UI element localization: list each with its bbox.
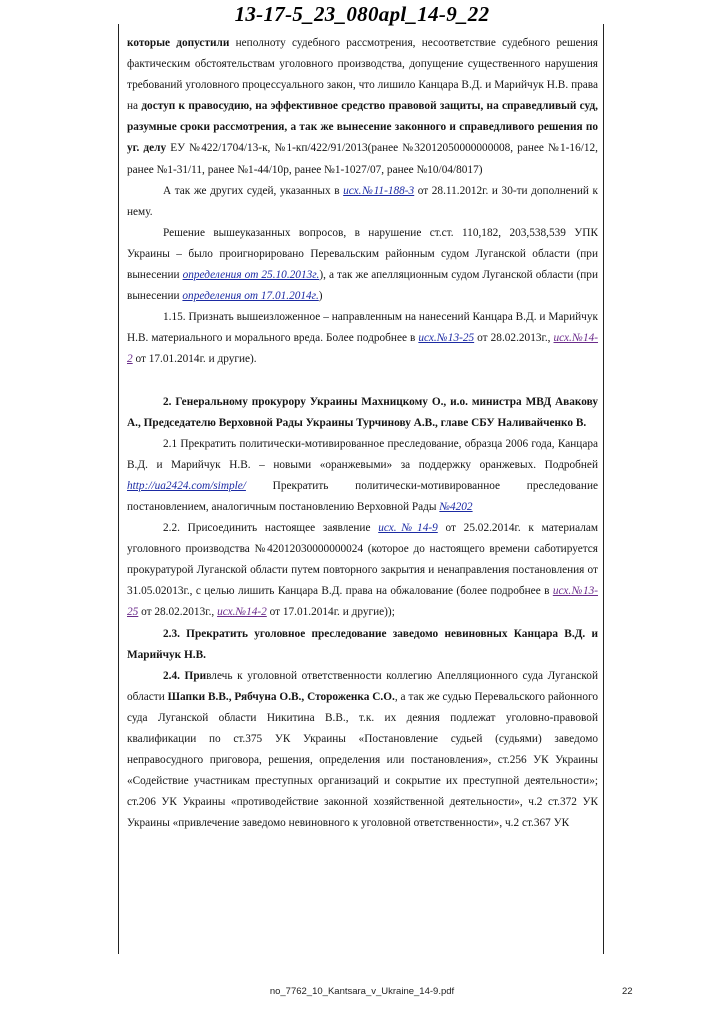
text-run: ) [318, 290, 323, 303]
text-run: от 28.11.2012г. и 30-ти дополнений к нему. [127, 184, 598, 218]
reference-link[interactable]: исх.№14-9 [378, 522, 438, 535]
text-run: от 17.01.2014г. и другие)); [266, 606, 395, 619]
right-margin-line [603, 24, 604, 954]
text-run: 2.2. Присоединить настоящее заявление [163, 522, 379, 535]
section-2-heading [127, 392, 598, 434]
left-margin-line [118, 24, 119, 954]
reference-link[interactable]: исх.№13-25 [127, 585, 599, 619]
reference-link[interactable]: определения от 17.01.2014г. [182, 290, 319, 303]
bold-text: 2.3. Прекратить уголовное преследование заведомо невиновных Канцара В.Д. и Марийчук Н.В. [127, 627, 598, 661]
footer-filename: no_7762_10_Kantsara_v_Ukraine_14-9.pdf [269, 986, 455, 997]
paragraph-1 [127, 33, 598, 181]
text-run: 2.1 Прекратить политически-мотивированное преследование, образца 2006 года, Канцара В.Д. и Марийчук Н.В. – новыми «оранжевыми» за поддержку оранжевых. Подробней [127, 437, 598, 471]
document-header-title: 13-17-5_23_080apl_14-9_22 [234, 2, 490, 26]
text-run: 1.15. Признать вышеизложенное – направленным на нанесений Канцара В.Д. и Марийчук Н.В. материального и морального вреда. Более подробнее в [127, 311, 598, 345]
paragraph-2-1 [127, 434, 598, 518]
document-body [127, 33, 598, 834]
bold-text: 2. Генеральному прокурору Украины Махницкому О., и.о. министра МВД Авакову А., Председателю Верховной Рады Украины Турчинову А.В., главе СБУ Наливайченко В. [127, 395, 598, 429]
text-run: неполноту судебного рассмотрения, несоответствие судебного решения фактическим обстоятельствам уголовного производства, допущение существенного нарушения требований уголовного процессуального закон, что лишило Канцара В.Д. и Марийчук Н.В. права на [127, 37, 598, 113]
paragraph-3 [127, 223, 598, 307]
bold-text: 2.4. При [163, 669, 207, 682]
text-run: Решение вышеуказанных вопросов, в нарушение ст.ст. 110,182, 203,538,539 УПК Украины – было проигнорировано Перевальским районным судом Луганской области (при вынесении [127, 226, 598, 282]
paragraph-2 [127, 181, 598, 223]
text-run: , а так же судью Перевальского районного суда Луганской области Никитина В.В., т.к. их деяния подлежат уголовно-правовой квалификации по ст.375 УК Украины «Постановление судьей (судьями) заведомо неправосудного приговора, решения, определения или постановления», ст.256 УК Украины «Содействие участникам преступных организаций и сокрытие их преступной деятельности»; ст.206 УК Украины «противодействие законной хозяйственной деятельности», ч.2 ст.372 УК Украины «привлечение заведомо невиновного к уголовной ответственности», ч.2 ст.367 УК [127, 690, 598, 830]
text-run: влечь к уголовной ответственности коллегию Апелляционного суда Луганской области [127, 669, 598, 703]
reference-link[interactable]: исх.№11-188-3 [343, 184, 415, 197]
bold-text: которые допустили [127, 37, 230, 49]
paragraph-2-3 [127, 624, 598, 666]
text-run: от 28.02.2013г., [138, 606, 218, 619]
text-run: от 28.02.2013г., [474, 332, 554, 345]
reference-link[interactable]: №4202 [439, 500, 473, 513]
page-number: 22 [622, 986, 633, 997]
web-link[interactable]: http://ua2424.com/simple/ [127, 479, 246, 492]
bold-text: доступ к правосудию, на эффективное средство правовой защиты, на справедливый суд, разумные сроки рассмотрения, а так же вынесение законного и справедливого решения по уг. делу [127, 100, 599, 155]
text-run: ), а так же апелляционным судом Луганской области (при вынесении [127, 269, 598, 303]
text-run: от 25.02.2014г. к материалам уголовного производства №42012030000000024 (которое до настоящего времени саботируется прокуратурой Луганской области путем повторного закрытия и ненаправления постановления от 31.05.02013г., с целью лишить Канцара В.Д. права на обжалование (более подробнее в [127, 522, 599, 598]
text-run: Прекратить политически-мотивированное преследование постановлением, аналогичным постановлению Верховной Рады [127, 479, 598, 513]
text-run: А так же других судей, указанных в [163, 184, 344, 197]
bold-text: Шапки В.В., Рябчуна О.В., Стороженка С.О. [167, 690, 395, 703]
paragraph-2-2 [127, 518, 598, 623]
paragraph-4 [127, 307, 598, 370]
text-run: ЕУ №422/1704/13-к, №1-кп/422/91/2013(ранее №32012050000000008, ранее №1-16/12, ранее №1-31/11, ранее №1-44/10р, ранее №1-1027/07, ранее №10/04/8017) [127, 142, 598, 176]
paragraph-2-4 [127, 666, 598, 835]
reference-link[interactable]: исх.№14-2 [217, 606, 267, 619]
reference-link[interactable]: определения от 25.10.2013г. [182, 269, 320, 282]
reference-link[interactable]: исх.№13-25 [418, 332, 475, 345]
text-run: от 17.01.2014г. и другие). [132, 353, 257, 366]
reference-link[interactable]: исх.№14-2 [127, 332, 599, 366]
